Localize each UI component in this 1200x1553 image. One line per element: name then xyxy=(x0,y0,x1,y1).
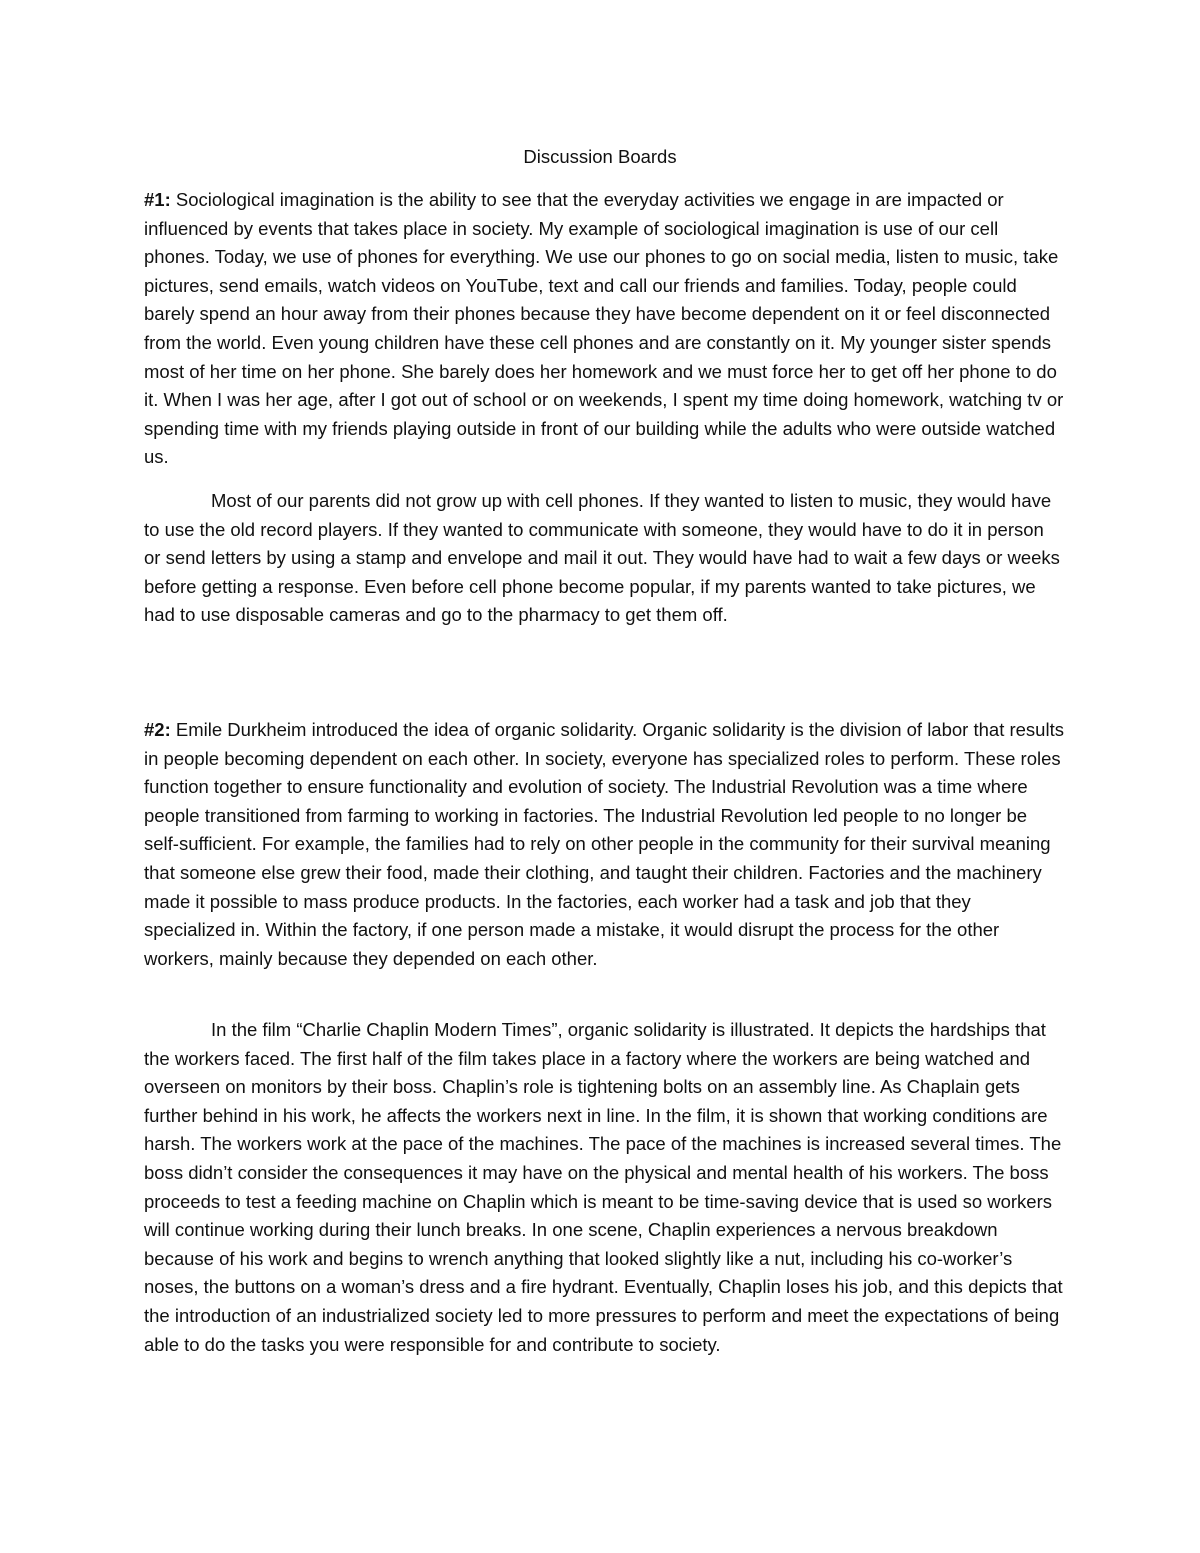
section-2-paragraph-1 xyxy=(144,716,1064,973)
section-1-paragraph-2: Most of our parents did not grow up with cell phones. If they wanted to listen to music, they would have to use the old record players. If they wanted to communicate with someone, they would have to do it in person or send letters by using a stamp and envelope and mail it out. They would have had to wait a few days or weeks before getting a response. Even before cell phone become popular, if my parents wanted to take pictures, we had to use disposable cameras and go to the pharmacy to get them off. xyxy=(144,490,1060,626)
section-1-paragraph-1 xyxy=(144,186,1064,472)
section-2-paragraph-1-text: Emile Durkheim introduced the idea of organic solidarity. Organic solidarity is the division of labor that results in people becoming dependent on each other. In society, everyone has specialized roles to perform. These roles function together to ensure functionality and evolution of society. The Industrial Revolution was a time where people transitioned from farming to working in factories. The Industrial Revolution led people to no longer be self-sufficient. For example, the families had to rely on other people in the community for their survival meaning that someone else grew their food, made their clothing, and taught their children. Factories and the machinery made it possible to mass produce products. In the factories, each worker had a task and job that they specialized in. Within the factory, if one person made a mistake, it would disrupt the process for the other workers, mainly because they depended on each other. xyxy=(144,719,1064,969)
page-title: Discussion Boards xyxy=(523,146,677,167)
section-2-paragraph-2: In the film “Charlie Chaplin Modern Times”, organic solidarity is illustrated. It depicts the hardships that the workers faced. The first half of the film takes place in a factory where the workers are being watched and overseen on monitors by their boss. Chaplin’s role is tightening bolts on an assembly line. As Chaplain gets further behind in his work, he affects the workers next in line. In the film, it is shown that working conditions are harsh. The workers work at the pace of the machines. The pace of the machines is increased several times. The boss didn’t consider the consequences it may have on the physical and mental health of his workers. The boss proceeds to test a feeding machine on Chaplin which is meant to be time-saving device that is used so workers will continue working during their lunch breaks. In one scene, Chaplin experiences a nervous breakdown because of his work and begins to wrench anything that looked slightly like a nut, including his co-worker’s noses, the buttons on a woman’s dress and a fire hydrant. Eventually, Chaplin loses his job, and this depicts that the introduction of an industrialized society led to more pressures to perform and meet the expectations of being able to do the tasks you were responsible for and contribute to society. xyxy=(144,1019,1063,1355)
section-1-label: #1: xyxy=(144,189,171,210)
section-1-paragraph-1-text: Sociological imagination is the ability to see that the everyday activities we engage in are impacted or influenced by events that takes place in society. My example of sociological imagination is use of our cell phones. Today, we use of phones for everything. We use our phones to go on social media, listen to music, take pictures, send emails, watch videos on YouTube, text and call our friends and families. Today, people could barely spend an hour away from their phones because they have become dependent on it or feel disconnected from the world. Even young children have these cell phones and are constantly on it. My younger sister spends most of her time on her phone. She barely does her homework and we must force her to get off her phone to do it. When I was her age, after I got out of school or on weekends, I spent my time doing homework, watching tv or spending time with my friends playing outside in front of our building while the adults who were outside watched us. xyxy=(144,189,1064,468)
section-2-label: #2: xyxy=(144,719,171,740)
